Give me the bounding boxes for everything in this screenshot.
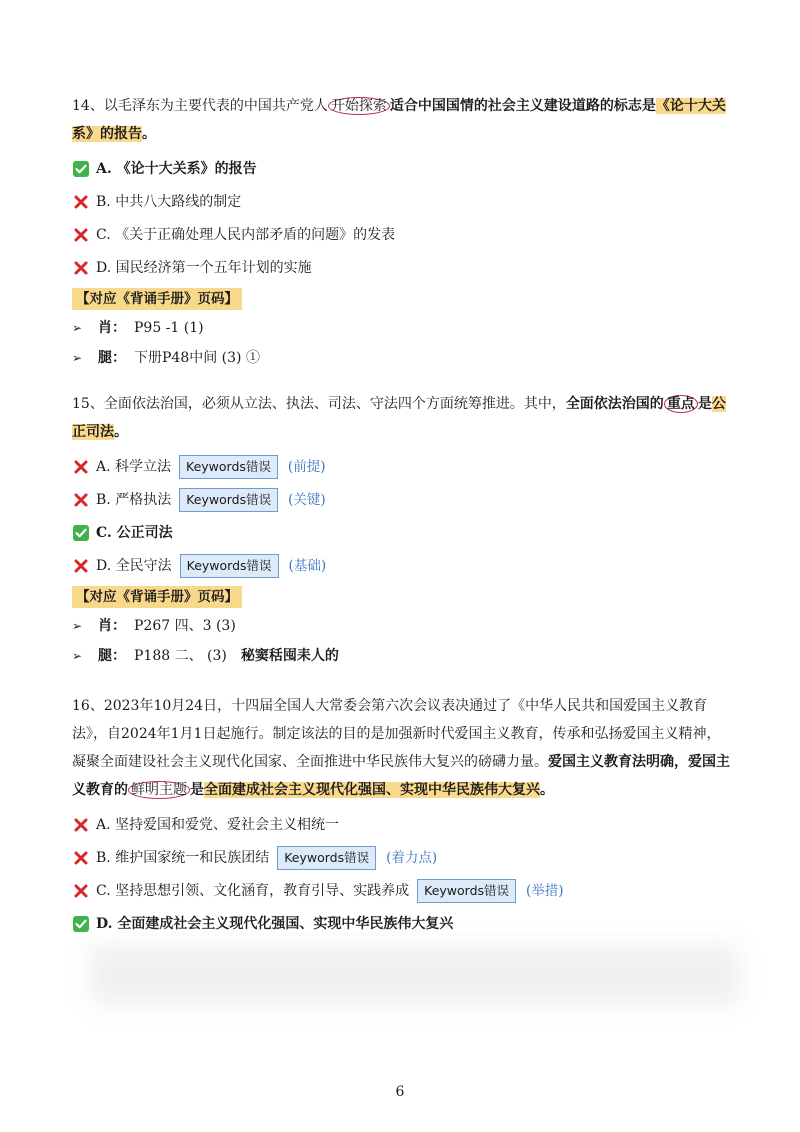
reference-value: P188 二、 (3) [134,648,227,664]
stem-end: 。 [540,782,554,798]
option-label: C. 《关于正确处理人民内部矛盾的问题》的发表 [96,226,396,243]
option-a [72,808,730,841]
check-icon [72,915,90,933]
keywords-error-badge: Keywords错误 [179,455,278,479]
option-label: D. 全民守法 [96,557,172,574]
stem-bold-text: 是 [697,396,712,412]
arrow-bullet-icon: ➢ [72,649,83,663]
keywords-error-badge: Keywords错误 [417,879,516,903]
question-16-stem [72,692,730,804]
cross-icon [72,491,90,509]
keyword-hint: (着力点) [386,849,438,866]
option-label: D. 全面建成社会主义现代化强国、实现中华民族伟大复兴 [96,915,454,932]
arrow-bullet-icon: ➢ [72,351,83,365]
check-icon [72,524,90,542]
circled-keyword: 鲜明主题 [128,781,190,799]
cross-icon [72,849,90,867]
question-14 [72,92,730,373]
reference-label: 腿： [98,648,126,664]
question-15-stem [72,390,730,446]
cross-icon [72,882,90,900]
option-label: A. 《论十大关系》的报告 [96,160,257,177]
stem-bold-text: 爱国主义教育法明确，爱国主义教育的 [72,754,730,798]
reference-item [72,641,730,671]
option-c [72,516,730,549]
option-label: C. 坚持思想引领、文化涵育，教育引导、实践养成 [96,882,410,899]
option-b [72,185,730,218]
question-15 [72,390,730,671]
reference-item [72,611,730,641]
reference-value: P267 四、3 (3) [134,618,236,634]
highlighted-answer: 《论十大关系》的报告 [72,98,726,142]
option-b [72,841,730,874]
check-icon [72,160,90,178]
circled-keyword: 开始探索 [328,97,390,115]
option-d [72,251,730,284]
keywords-error-badge: Keywords错误 [180,554,279,578]
keyword-hint: (关键) [288,491,326,508]
stem-text: 16、2023年10月24日，十四届全国人大常委会第六次会议表决通过了《中华人民共和国爱国主义教育法》，自2024年1月1日起施行。制定该法的目的是加强新时代爱国主义教育，传承和弘扬爱国主义精神，凝聚全面建设社会主义现代化国家、全面推进中华民族伟大复兴的磅礴力量。 [72,698,721,770]
reference-label: 腿： [98,350,126,366]
cross-icon [72,193,90,211]
reference-value: P95 -1 (1) [134,320,204,336]
reference-label: 肖： [98,320,126,336]
cross-icon [72,226,90,244]
keywords-error-badge: Keywords错误 [277,846,376,870]
reference-item [72,343,730,373]
option-d [72,549,730,582]
reference-header: 【对应《背诵手册》页码】 [72,288,242,310]
option-label: D. 国民经济第一个五年计划的实施 [96,259,312,276]
option-label: B. 维护国家统一和民族团结 [96,849,270,866]
highlighted-answer: 公正司法 [72,396,726,440]
option-c [72,874,730,907]
stem-text: 15、全面依法治国，必须从立法、执法、司法、守法四个方面统筹推进。其中， [72,396,566,412]
cross-icon [72,557,90,575]
stem-bold-text: 适合中国国情的社会主义建设道路的标志是 [389,98,656,114]
keyword-hint: (前提) [287,458,326,475]
option-label: B. 中共八大路线的制定 [96,193,242,210]
option-d [72,907,730,940]
option-label: A. 科学立法 [96,458,172,475]
option-c [72,218,730,251]
reference-value: 下册P48中间 (3) ① [134,350,260,366]
stem-end: 。 [142,126,156,142]
question-14-stem [72,92,730,148]
cross-icon [72,259,90,277]
reference-label: 肖： [98,618,126,634]
stem-end: 。 [114,424,128,440]
option-a [72,152,730,185]
keywords-error-badge: Keywords错误 [179,488,278,512]
keyword-hint: (基础) [288,557,327,574]
reference-header: 【对应《背诵手册》页码】 [72,586,242,608]
arrow-bullet-icon: ➢ [72,619,83,633]
option-b [72,483,730,516]
keyword-hint: (举措) [526,882,564,899]
reference-extra-text: 秘窦秳囤耒人的 [240,648,339,664]
cross-icon [72,458,90,476]
highlighted-answer: 全面建成社会主义现代化强国、实现中华民族伟大复兴 [204,782,540,798]
stem-bold-text: 是 [190,782,204,798]
option-label: C. 公正司法 [96,524,173,541]
option-label: A. 坚持爱国和爱党、爱社会主义相统一 [96,816,340,833]
cross-icon [72,816,90,834]
page-number: 6 [395,1084,405,1100]
stem-bold-text: 全面依法治国的 [565,396,664,412]
question-16 [72,692,730,940]
option-a [72,450,730,483]
stem-text: 14、以毛泽东为主要代表的中国共产党人 [72,98,328,114]
reference-item [72,313,730,343]
circled-keyword: 重点 [664,395,698,413]
blurred-content-region [90,945,740,1005]
option-label: B. 严格执法 [96,491,172,508]
arrow-bullet-icon: ➢ [72,321,83,335]
